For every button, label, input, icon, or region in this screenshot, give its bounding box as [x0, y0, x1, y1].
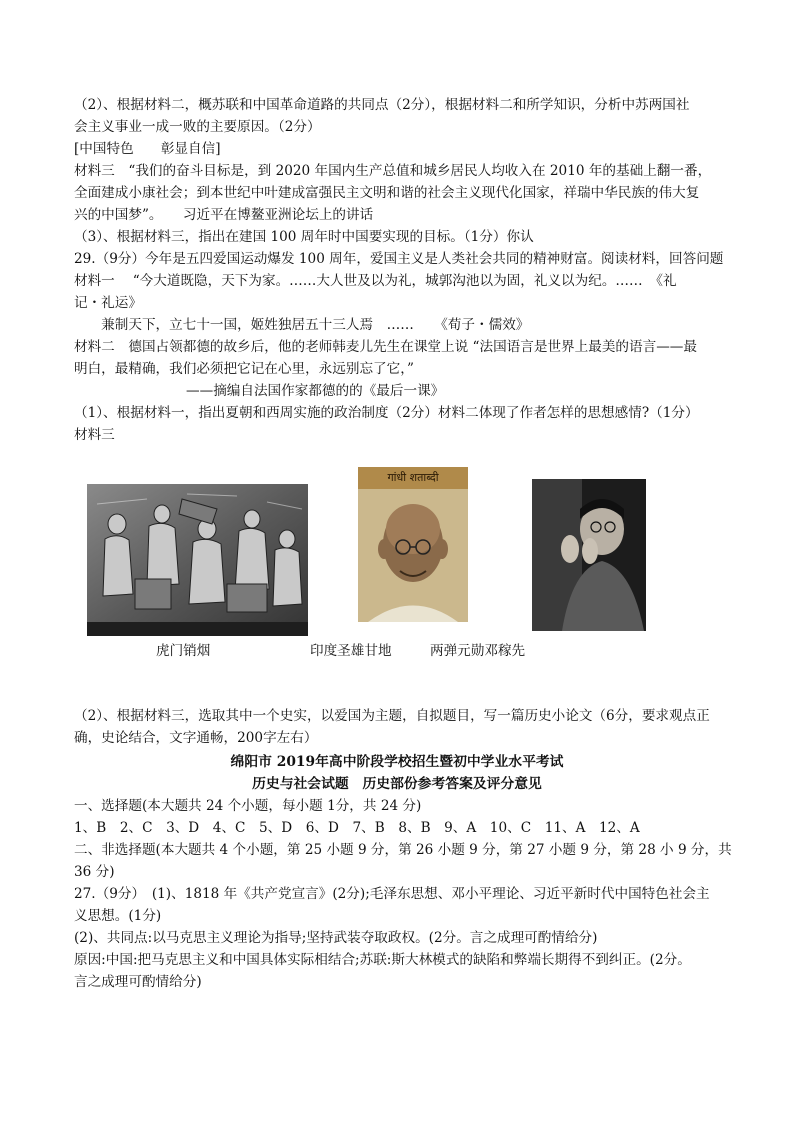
answer-line: 一、选择题(本大题共 24 个小题，每小题 1分，共 24 分): [74, 798, 422, 814]
answer-subtitle: 历史与社会试题 历史部份参考答案及评分意见: [252, 776, 542, 792]
material-text-line: 兴的中国梦”。 习近平在博鳌亚洲论坛上的讲话: [74, 207, 374, 223]
question-text-line: 29.（9分）今年是五四爱国运动爆发 100 周年，爱国主义是人类社会共同的精神财富。阅读材料，回答问题: [74, 251, 724, 267]
answer-line: 1、B 2、C 3、D 4、C 5、D 6、D 7、B 8、B 9、A 10、C 11、A 12、A: [74, 820, 640, 836]
section-heading: [中国特色 彰显自信]: [74, 141, 221, 157]
answer-line: 二、非选择题(本大题共 4 个小题，第 25 小题 9 分，第 26 小题 9 分，第 27 小题 9 分，第 28 小 9 分，共: [74, 842, 732, 858]
image-caption: 虎门销烟: [156, 643, 211, 659]
answer-line: 义思想。(1分): [74, 908, 162, 924]
material-text-line: 材料三 “我们的奋斗目标是，到 2020 年国内生产总值和城乡居民人均收入在 2010 年的基础上翻一番，: [74, 163, 712, 179]
question-text-line: 会主义事业一成一败的主要原因。（2分）: [74, 119, 321, 135]
answer-line: (2)、共同点:以马克思主义理论为指导;坚持武装夺取政权。(2分。言之成理可酌情给分): [74, 930, 598, 946]
gandhi-banner-text: गांधी शताब्दी: [358, 467, 468, 489]
material-text-line: 明白，最精确，我们必须把它记在心里，永远别忘了它，”: [74, 361, 414, 377]
image-caption: 两弹元勋邓稼先: [430, 643, 526, 659]
question-text-line: （1）、根据材料一，指出夏朝和西周实施的政治制度（2分）材料二体现了作者怎样的思想感情?（1分）: [74, 405, 699, 421]
answer-line: 27.（9分） (1)、1818 年《共产党宣言》(2分);毛泽东思想、邓小平理论、习近平新时代中国特色社会主: [74, 886, 710, 902]
question-text-line: （2）、根据材料三，选取其中一个史实，以爱国为主题，自拟题目，写一篇历史小论文（6分，要求观点正: [74, 708, 710, 724]
material-source: ——摘编自法国作家都德的的《最后一课》: [186, 383, 445, 399]
answer-line: 言之成理可酌情给分): [74, 974, 202, 990]
deng-jiaxian-photo-image: [532, 479, 646, 631]
question-text-line: 确，史论结合，文字通畅，200字左右）: [74, 730, 318, 746]
question-text-line: （2）、根据材料二，概苏联和中国革命道路的共同点（2分），根据材料二和所学知识，分析中苏两国社: [74, 97, 690, 113]
answer-line: 36 分): [74, 864, 115, 880]
material-text-line: 记・礼运》: [74, 295, 142, 311]
material-text-line: 材料一 “今大道既隐，天下为家。……大人世及以为礼，城郭沟池以为固，礼义以为纪。…… 《礼: [74, 273, 677, 289]
material-text-line: 材料二 德国占领都德的故乡后，他的老师韩麦儿先生在课堂上说 “法国语言是世界上最美的语言——最: [74, 339, 697, 355]
material-text-line: 兼制天下，立七十一国，姬姓独居五十三人焉 …… 《荀子・儒效》: [74, 317, 530, 333]
humen-relief-image: [87, 484, 308, 636]
answer-line: 原因:中国:把马克思主义和中国具体实际相结合;苏联:斯大林模式的缺陷和弊端长期得不到纠正。(2分。: [74, 952, 691, 968]
question-text-line: （3）、根据材料三，指出在建国 100 周年时中国要实现的目标。（1分）你认: [74, 229, 534, 245]
material-text-line: 全面建成小康社会；到本世纪中叶建成富强民主文明和谐的社会主义现代化国家，祥瑞中华民族的伟大复: [74, 185, 700, 201]
answer-title: 绵阳市 2019年高中阶段学校招生暨初中学业水平考试: [230, 754, 564, 770]
gandhi-portrait-image: [358, 467, 468, 622]
material-label: 材料三: [74, 427, 115, 443]
image-caption: 印度圣雄甘地: [310, 643, 392, 659]
